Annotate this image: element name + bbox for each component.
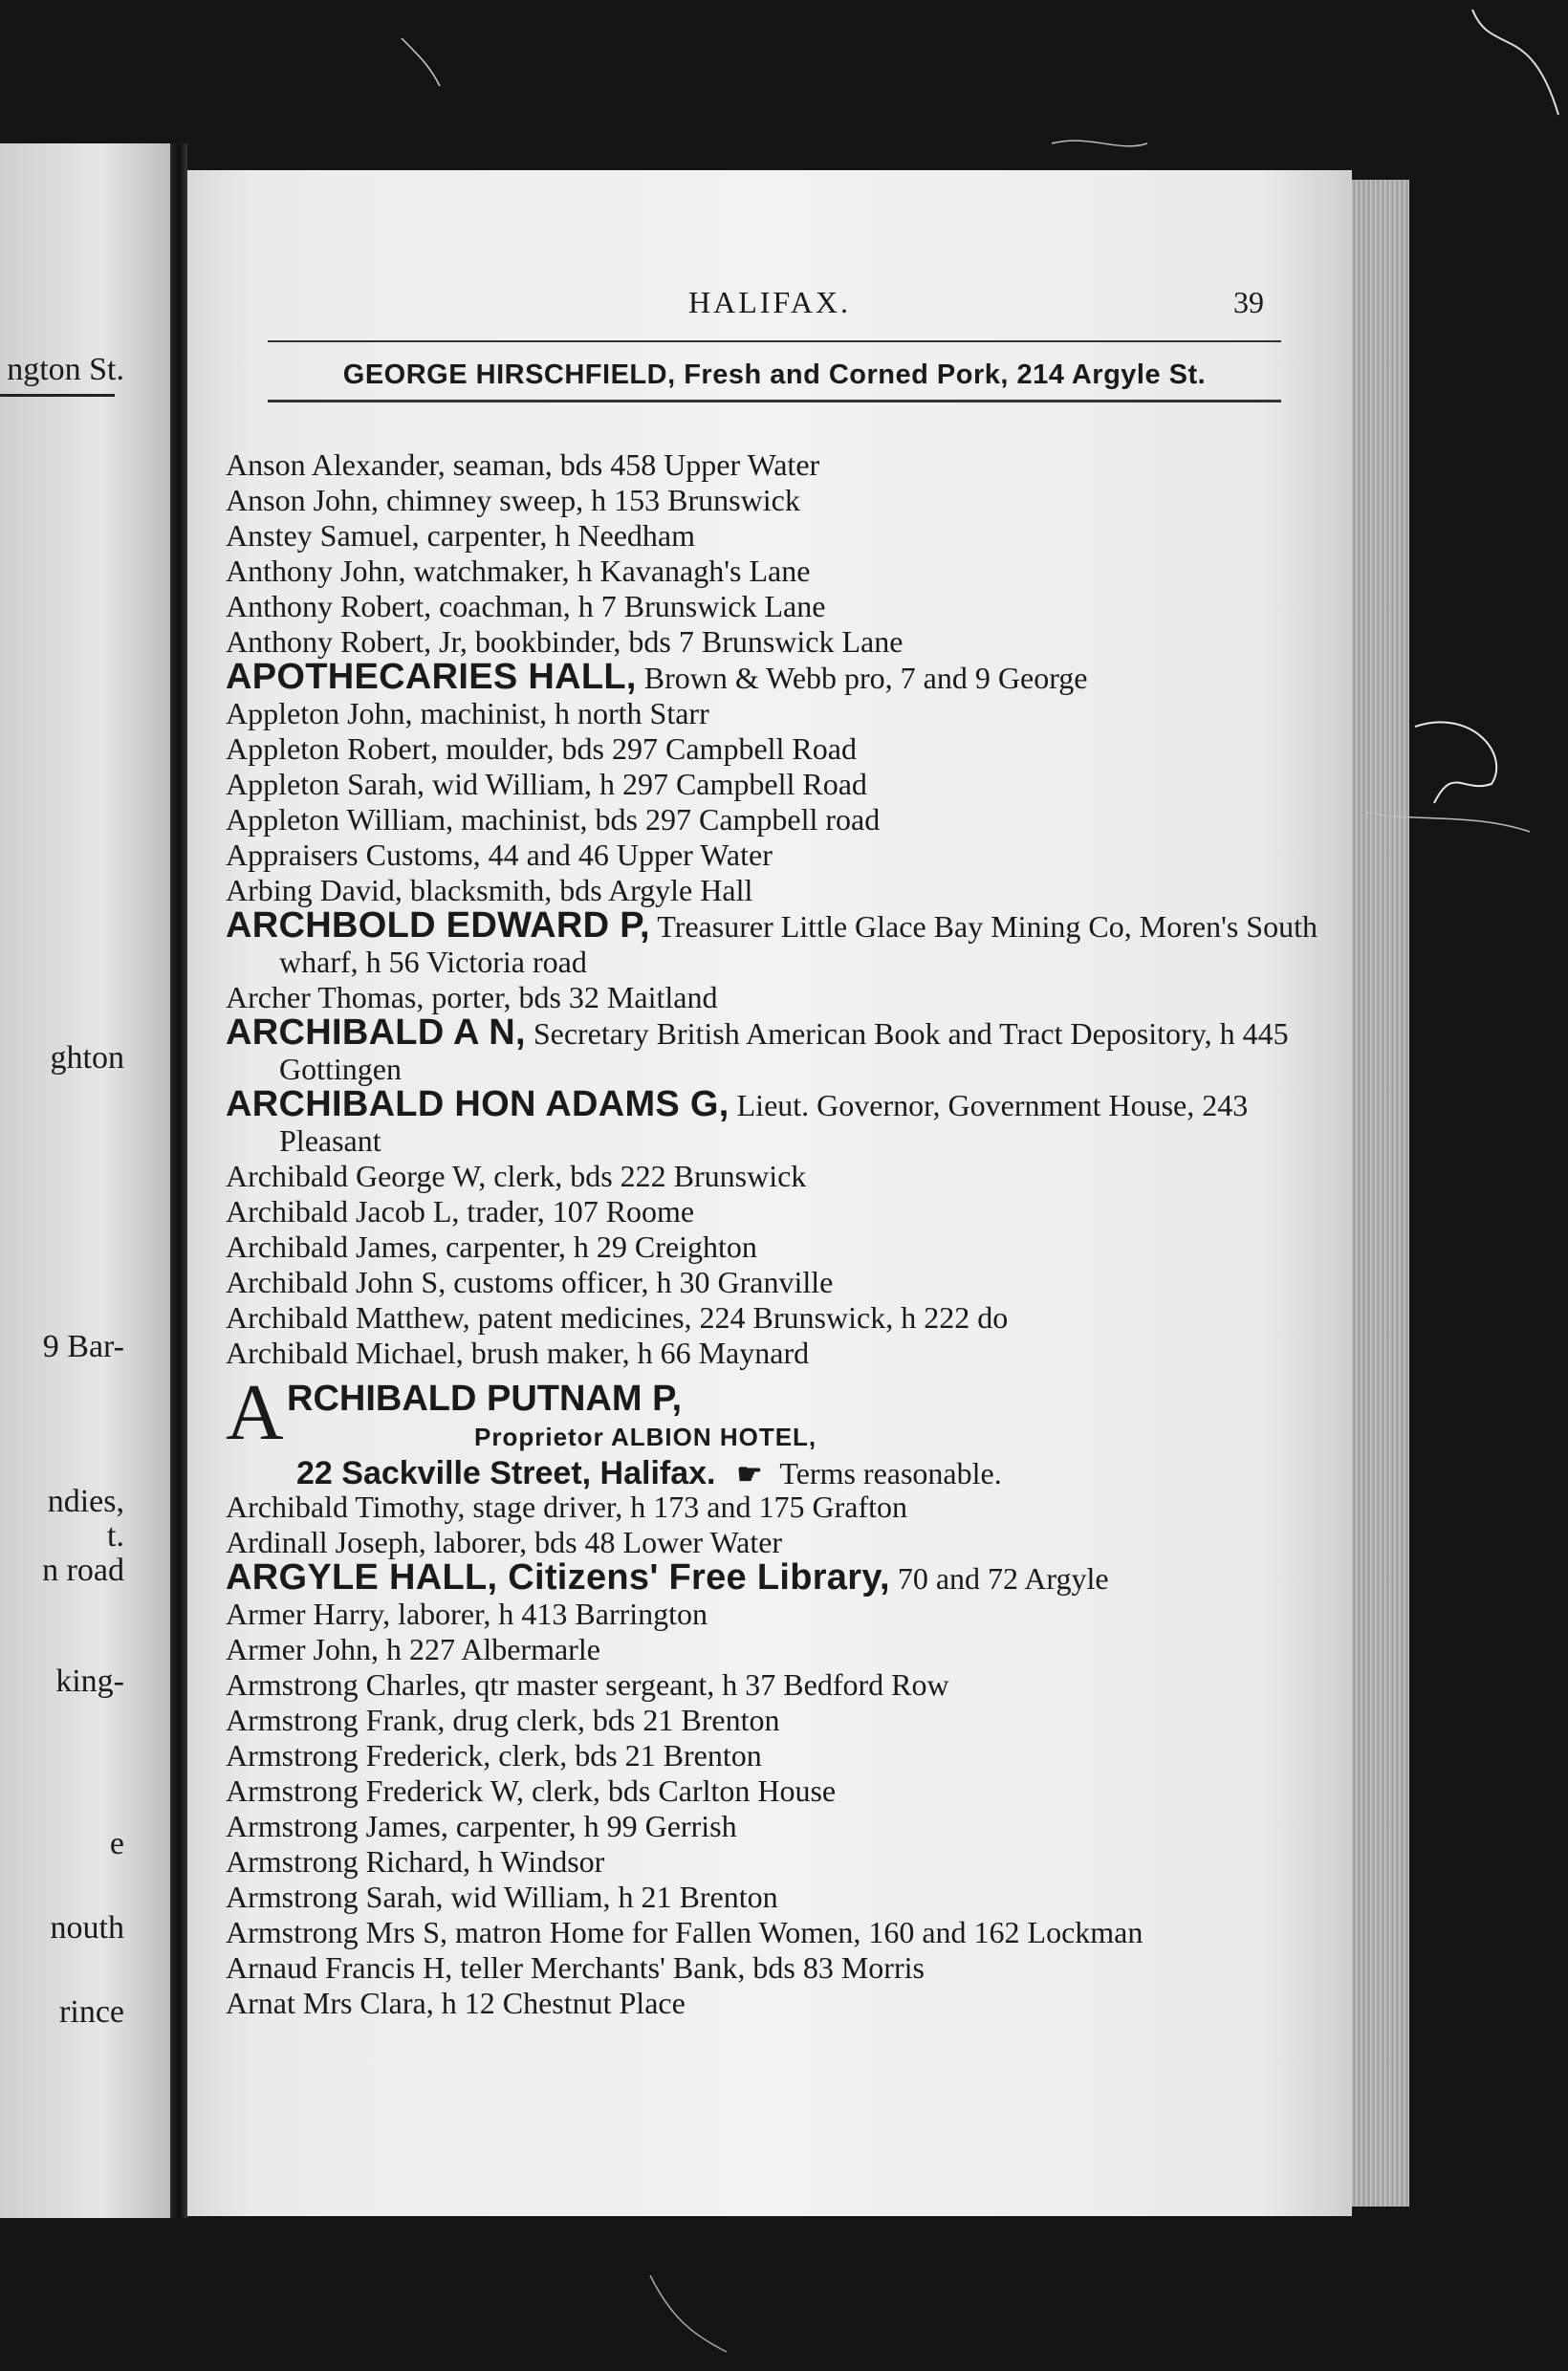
directory-entry: Appleton John, machinist, h north Starr [226, 696, 709, 730]
directory-entry: Appraisers Customs, 44 and 46 Upper Water [226, 837, 773, 872]
advert-name: RCHIBALD PUTNAM P, [287, 1379, 683, 1419]
entry-name-bold: ARGYLE HALL, Citizens' Free Library, [226, 1557, 890, 1598]
directory-entry: Armstrong James, carpenter, h 99 Gerrish [226, 1809, 737, 1843]
left-text-fragment: rince [59, 1994, 124, 2030]
directory-entry: Archibald John S, customs officer, h 30 Granville [226, 1265, 834, 1299]
directory-entry: Anthony John, watchmaker, h Kavanagh's Lane [226, 554, 811, 588]
directory-entry: Archibald Matthew, patent medicines, 224 Brunswick, h 222 do [226, 1300, 1009, 1335]
directory-entry: Armstrong Charles, qtr master sergeant, h 37 Bedford Row [226, 1667, 949, 1702]
directory-entry: Appleton Sarah, wid William, h 297 Campbell Road [226, 767, 867, 801]
entry-details: 70 and 72 Argyle [889, 1561, 1109, 1596]
directory-entry: Anson John, chimney sweep, h 153 Brunswick [226, 483, 800, 517]
directory-entry: Armstrong Frederick W, clerk, bds Carlton House [226, 1773, 837, 1808]
entry-name-bold: APOTHECARIES HALL, [226, 657, 637, 697]
left-text-fragment: ndies, [47, 1484, 124, 1519]
directory-entry: Appleton William, machinist, bds 297 Campbell road [226, 802, 881, 837]
directory-entry: Archer Thomas, porter, bds 32 Maitland [226, 980, 718, 1014]
left-text-fragment: king- [55, 1664, 124, 1699]
advert-initial: A [226, 1368, 284, 1457]
page-title: HALIFAX. [687, 285, 852, 319]
directory-entry: Anson Alexander, seaman, bds 458 Upper Water [226, 447, 820, 482]
entry-name-bold: ARCHIBALD A N, [226, 1012, 526, 1053]
directory-entry: Archibald James, carpenter, h 29 Creighton [226, 1229, 757, 1264]
directory-entry: Anstey Samuel, carpenter, h Needham [226, 518, 695, 553]
directory-entry: Armstrong Richard, h Windsor [226, 1844, 605, 1879]
left-text-fragment: n road [42, 1553, 124, 1588]
directory-entry: Armer John, h 227 Albermarle [226, 1632, 600, 1666]
page-number: 39 [1233, 285, 1264, 319]
directory-entry: Arbing David, blacksmith, bds Argyle Hall [226, 873, 753, 907]
directory-entry: Ardinall Joseph, laborer, bds 48 Lower Water [226, 1525, 783, 1559]
left-text-fragment: ghton [50, 1040, 124, 1076]
directory-entry: Archibald Michael, brush maker, h 66 Maynard [226, 1336, 810, 1370]
advert-address: 22 Sackville Street, Halifax. [296, 1455, 716, 1491]
directory-entry: Archibald Jacob L, trader, 107 Roome [226, 1194, 695, 1229]
directory-entry: Archibald Timothy, stage driver, h 173 and 175 Grafton [226, 1490, 907, 1524]
directory-entry: Armstrong Mrs S, matron Home for Fallen Women, 160 and 162 Lockman [226, 1915, 1143, 1949]
advert-proprietor: Proprietor ALBION HOTEL, [474, 1423, 817, 1451]
directory-entry: Arnaud Francis H, teller Merchants' Bank, bds 83 Morris [226, 1950, 925, 1985]
directory-entry: Armstrong Frank, drug clerk, bds 21 Brenton [226, 1703, 780, 1737]
directory-entry: Appleton Robert, moulder, bds 297 Campbell Road [226, 731, 857, 766]
directory-entry: Armstrong Sarah, wid William, h 21 Brenton [226, 1880, 778, 1914]
directory-entry: Arnat Mrs Clara, h 12 Chestnut Place [226, 1986, 686, 2020]
entry-name-bold: ARCHIBALD HON ADAMS G, [226, 1084, 730, 1124]
entry-details: Treasurer Little Glace Bay Mining Co, Moren's South wharf, h 56 Victoria road [279, 909, 1318, 979]
left-text-fragment: 9 Bar- [42, 1329, 124, 1364]
entry-name-bold: ARCHBOLD EDWARD P, [226, 905, 650, 946]
directory-entry: Anthony Robert, coachman, h 7 Brunswick Lane [226, 589, 826, 623]
entry-details: Brown & Webb pro, 7 and 9 George [636, 661, 1088, 695]
left-text-fragment: t. [107, 1518, 124, 1554]
left-text-fragment: e [109, 1826, 124, 1861]
advert-banner: GEORGE HIRSCHFIELD, Fresh and Corned Pork, 214 Argyle St. [342, 359, 1207, 390]
advert-terms: Terms reasonable. [779, 1456, 1002, 1490]
left-text-fragment: ngton St. [7, 352, 124, 387]
directory-entry: Archibald George W, clerk, bds 222 Brunswick [226, 1159, 807, 1193]
entry-details: Secretary British American Book and Tract Depository, h 445 Gottingen [279, 1016, 1289, 1086]
left-text-fragment: nouth [50, 1910, 124, 1946]
directory-entry: Armstrong Frederick, clerk, bds 21 Brenton [226, 1738, 762, 1773]
directory-entry: Anthony Robert, Jr, bookbinder, bds 7 Brunswick Lane [226, 624, 904, 659]
entry-details: Lieut. Governor, Government House, 243 Pleasant [279, 1088, 1249, 1158]
directory-entry: Armer Harry, laborer, h 413 Barrington [226, 1597, 708, 1631]
pointing-hand-icon: ☛ [736, 1459, 763, 1490]
